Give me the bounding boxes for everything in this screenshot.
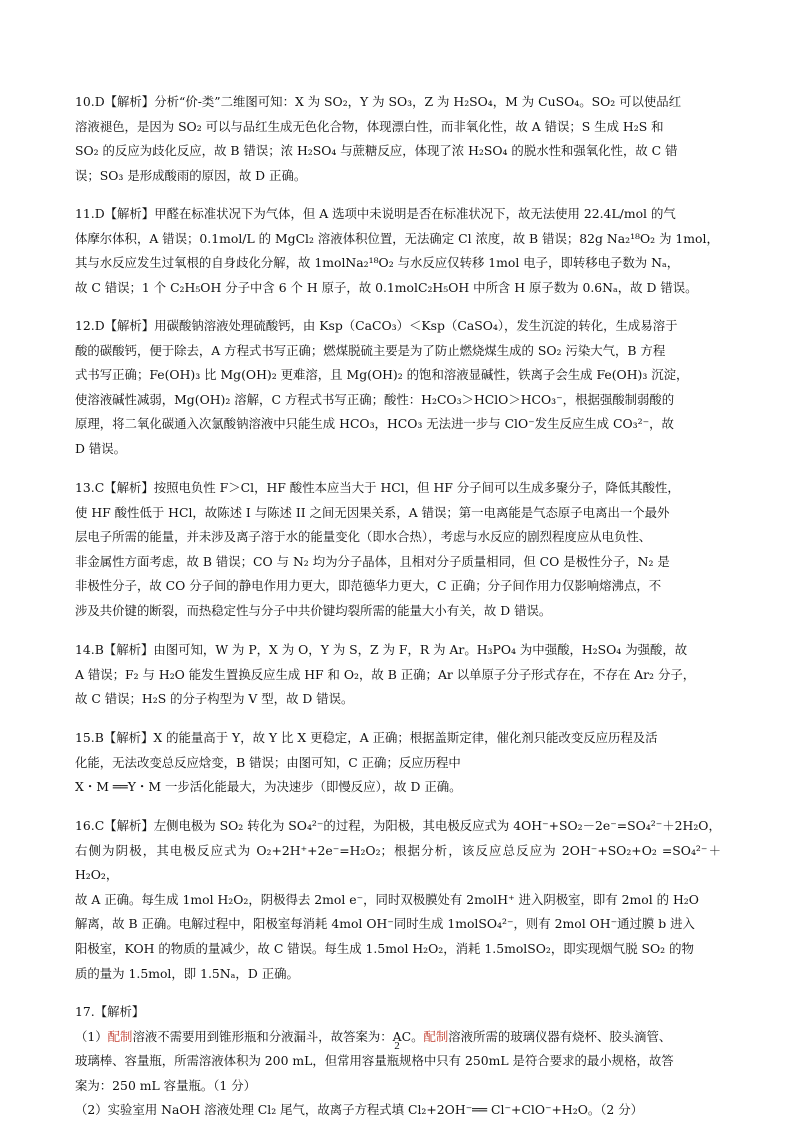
text-line: D 错误。	[75, 440, 127, 456]
text-line: 案为：250 mL 容量瓶。（1 分）	[75, 1077, 257, 1093]
text-line: 16.C【解析】左侧电极为 SO₂ 转化为 SO₄²⁻的过程，为阳极，其电极反应式为 4OH⁻+SO₂－2e⁻=SO₄²⁻＋2H₂O，	[75, 818, 721, 833]
highlighted-term: 配制	[107, 1028, 133, 1044]
text-line: 使 HF 酸性低于 HCl，故陈述 I 与陈述 II 之间无因果关系，A 错误；第一电离能是气态原子电离出一个最外	[75, 504, 670, 520]
answer-16	[75, 814, 721, 986]
text-line: （2）实验室用 NaOH 溶液处理 Cl₂ 尾气，故离子方程式填 Cl₂+2OH⁻══ Cl⁻+ClO⁻+H₂O。（2 分）	[75, 1102, 644, 1118]
text-line: 阳极室，KOH 的物质的量减少，故 C 错误。每生成 1.5mol H₂O₂，消耗 1.5molSO₂，即实现烟气脱 SO₂ 的物	[75, 940, 694, 956]
text-line: 17.【解析】	[75, 1004, 145, 1019]
text-line: X・M ══Y・M 一步活化能最大，为决速步（即慢反应），故 D 正确。	[75, 779, 462, 795]
text-line: 13.C【解析】按照电负性 F＞Cl，HF 酸性本应当大于 HCl，但 HF 分子间可以生成多聚分子，降低其酸性，	[75, 480, 680, 495]
text-line: 故 C 错误；H₂S 的分子构型为 V 型，故 D 错误。	[75, 691, 354, 707]
text-line: 误；SO₃ 是形成酸雨的原因，故 D 正确。	[75, 167, 307, 183]
text-line: SO₂ 的反应为歧化反应，故 B 错误；浓 H₂SO₄ 与蔗糖反应，体现了浓 H₂SO₄ 的脱水性和强氧化性，故 C 错	[75, 143, 678, 159]
text-line: 故 C 错误；1 个 C₂H₅OH 分子中含 6 个 H 原子，故 0.1molC₂H₅OH 中所含 H 原子数为 0.6Nₐ，故 D 错误。	[75, 279, 698, 295]
text-line: 15.B【解析】X 的能量高于 Y，故 Y 比 X 更稳定，A 正确；根据盖斯定律，催化剂只能改变反应历程及活	[75, 730, 658, 745]
text-line: 涉及共价键的断裂，而热稳定性与分子中共价键均裂所需的能量大小有关，故 D 错误。	[75, 602, 552, 618]
text-line: A 错误；F₂ 与 H₂O 能发生置换反应生成 HF 和 O₂，故 B 正确；Ar 以单原子分子形式存在，不存在 Ar₂ 分子，	[75, 666, 696, 682]
answer-17	[75, 1000, 721, 1123]
text-line: 11.D【解析】甲醛在标准状况下为气体，但 A 选项中未说明是否在标准状况下，故无法使用 22.4L/mol 的气	[75, 206, 676, 221]
text-line: 质的量为 1.5mol，即 1.5Nₐ，D 正确。	[75, 965, 299, 981]
text-line: 14.B【解析】由图可知，W 为 P，X 为 O，Y 为 S，Z 为 F，R 为 Ar。H₃PO₄ 为中强酸，H₂SO₄ 为强酸，故	[75, 642, 688, 657]
answer-12	[75, 314, 721, 462]
text-line: 解离，故 B 正确。电解过程中，阳极室每消耗 4mol OH⁻同时生成 1molSO₄²⁻，则有 2mol OH⁻通过膜 b 进入	[75, 916, 695, 932]
answer-14	[75, 638, 721, 712]
text-line: 溶液褪色，是因为 SO₂ 可以与品红生成无色化合物，体现漂白性，而非氧化性，故 A 错误；S 生成 H₂S 和	[75, 118, 664, 134]
answer-15	[75, 726, 721, 800]
text-line: 酸的碳酸钙，便于除去，A 方程式书写正确；燃煤脱硫主要是为了防止燃烧煤生成的 SO₂ 污染大气，B 方程	[75, 342, 666, 358]
text-line: 12.D【解析】用碳酸钠溶液处理硫酸钙，由 Ksp（CaCO₃）＜Ksp（CaSO₄），发生沉淀的转化，生成易溶于	[75, 318, 678, 333]
text-line: 其与水反应发生过氧根的自身歧化分解，故 1molNa₂¹⁸O₂ 与水反应仅转移 1mol 电子，即转移电子数为 Nₐ，	[75, 255, 680, 271]
text-line: 非金属性方面考虑，故 B 错误；CO 与 N₂ 均为分子晶体，且相对分子质量相同，但 CO 是极性分子，N₂ 是	[75, 553, 670, 569]
answer-13	[75, 476, 721, 624]
text-line: 使溶液碱性减弱，Mg(OH)₂ 溶解，C 方程式书写正确；酸性：H₂CO₃＞HClO＞HCO₃⁻，根据强酸制弱酸的	[75, 391, 675, 407]
answer-10	[75, 90, 721, 188]
text-line: 玻璃棒、容量瓶，所需溶液体积为 200 mL，但常用容量瓶规格中只有 250mL 是符合要求的最小规格，故答	[75, 1053, 674, 1069]
text-line: 10.D【解析】分析“价-类”二维图可知：X 为 SO₂，Y 为 SO₃，Z 为 H₂SO₄，M 为 CuSO₄。SO₂ 可以使品红	[75, 94, 682, 109]
text-line: 式书写正确；Fe(OH)₃ 比 Mg(OH)₂ 更难溶，且 Mg(OH)₂ 的饱和溶液显碱性，铁离子会生成 Fe(OH)₃ 沉淀，	[75, 367, 689, 383]
text-line: 非极性分子，故 CO 分子间的静电作用力更大，即范德华力更大，C 正确；分子间作用力仅影响熔沸点，不	[75, 578, 662, 594]
text-line: 体摩尔体积，A 错误；0.1mol/L 的 MgCl₂ 溶液体积位置，无法确定 Cl 浓度，故 B 错误；82g Na₂¹⁸O₂ 为 1mol，	[75, 230, 719, 246]
text-line: 右侧为阴极，其电极反应式为 O₂+2H⁺+2e⁻=H₂O₂；根据分析，该反应总反应为 2OH⁻+SO₂+O₂ =SO₄²⁻＋H₂O₂，	[75, 842, 721, 883]
answer-11	[75, 202, 721, 300]
text-line: 原理，将二氧化碳通入次氯酸钠溶液中只能生成 HCO₃，HCO₃ 无法进一步与 ClO⁻发生反应生成 CO₃²⁻，故	[75, 416, 674, 432]
text-line: 层电子所需的能量，并未涉及离子溶于水的能量变化（即水合热），考虑与水反应的剧烈程度应从电负性、	[75, 529, 652, 545]
page-number: 2	[394, 1040, 400, 1052]
highlighted-term: 配制	[423, 1028, 449, 1044]
text-line: 故 A 正确。每生成 1mol H₂O₂，阴极得去 2mol e⁻，同时双极膜处有 2molH⁺ 进入阴极室，即有 2mol 的 H₂O	[75, 891, 699, 907]
text-line: （1）配制溶液不需要用到锥形瓶和分液漏斗，故答案为：AC。配制溶液所需的玻璃仪器有烧杯、胶头滴管、	[75, 1028, 672, 1044]
text-line: 化能，无法改变总反应焓变，B 错误；由图可知，C 正确；反应历程中	[75, 754, 461, 770]
